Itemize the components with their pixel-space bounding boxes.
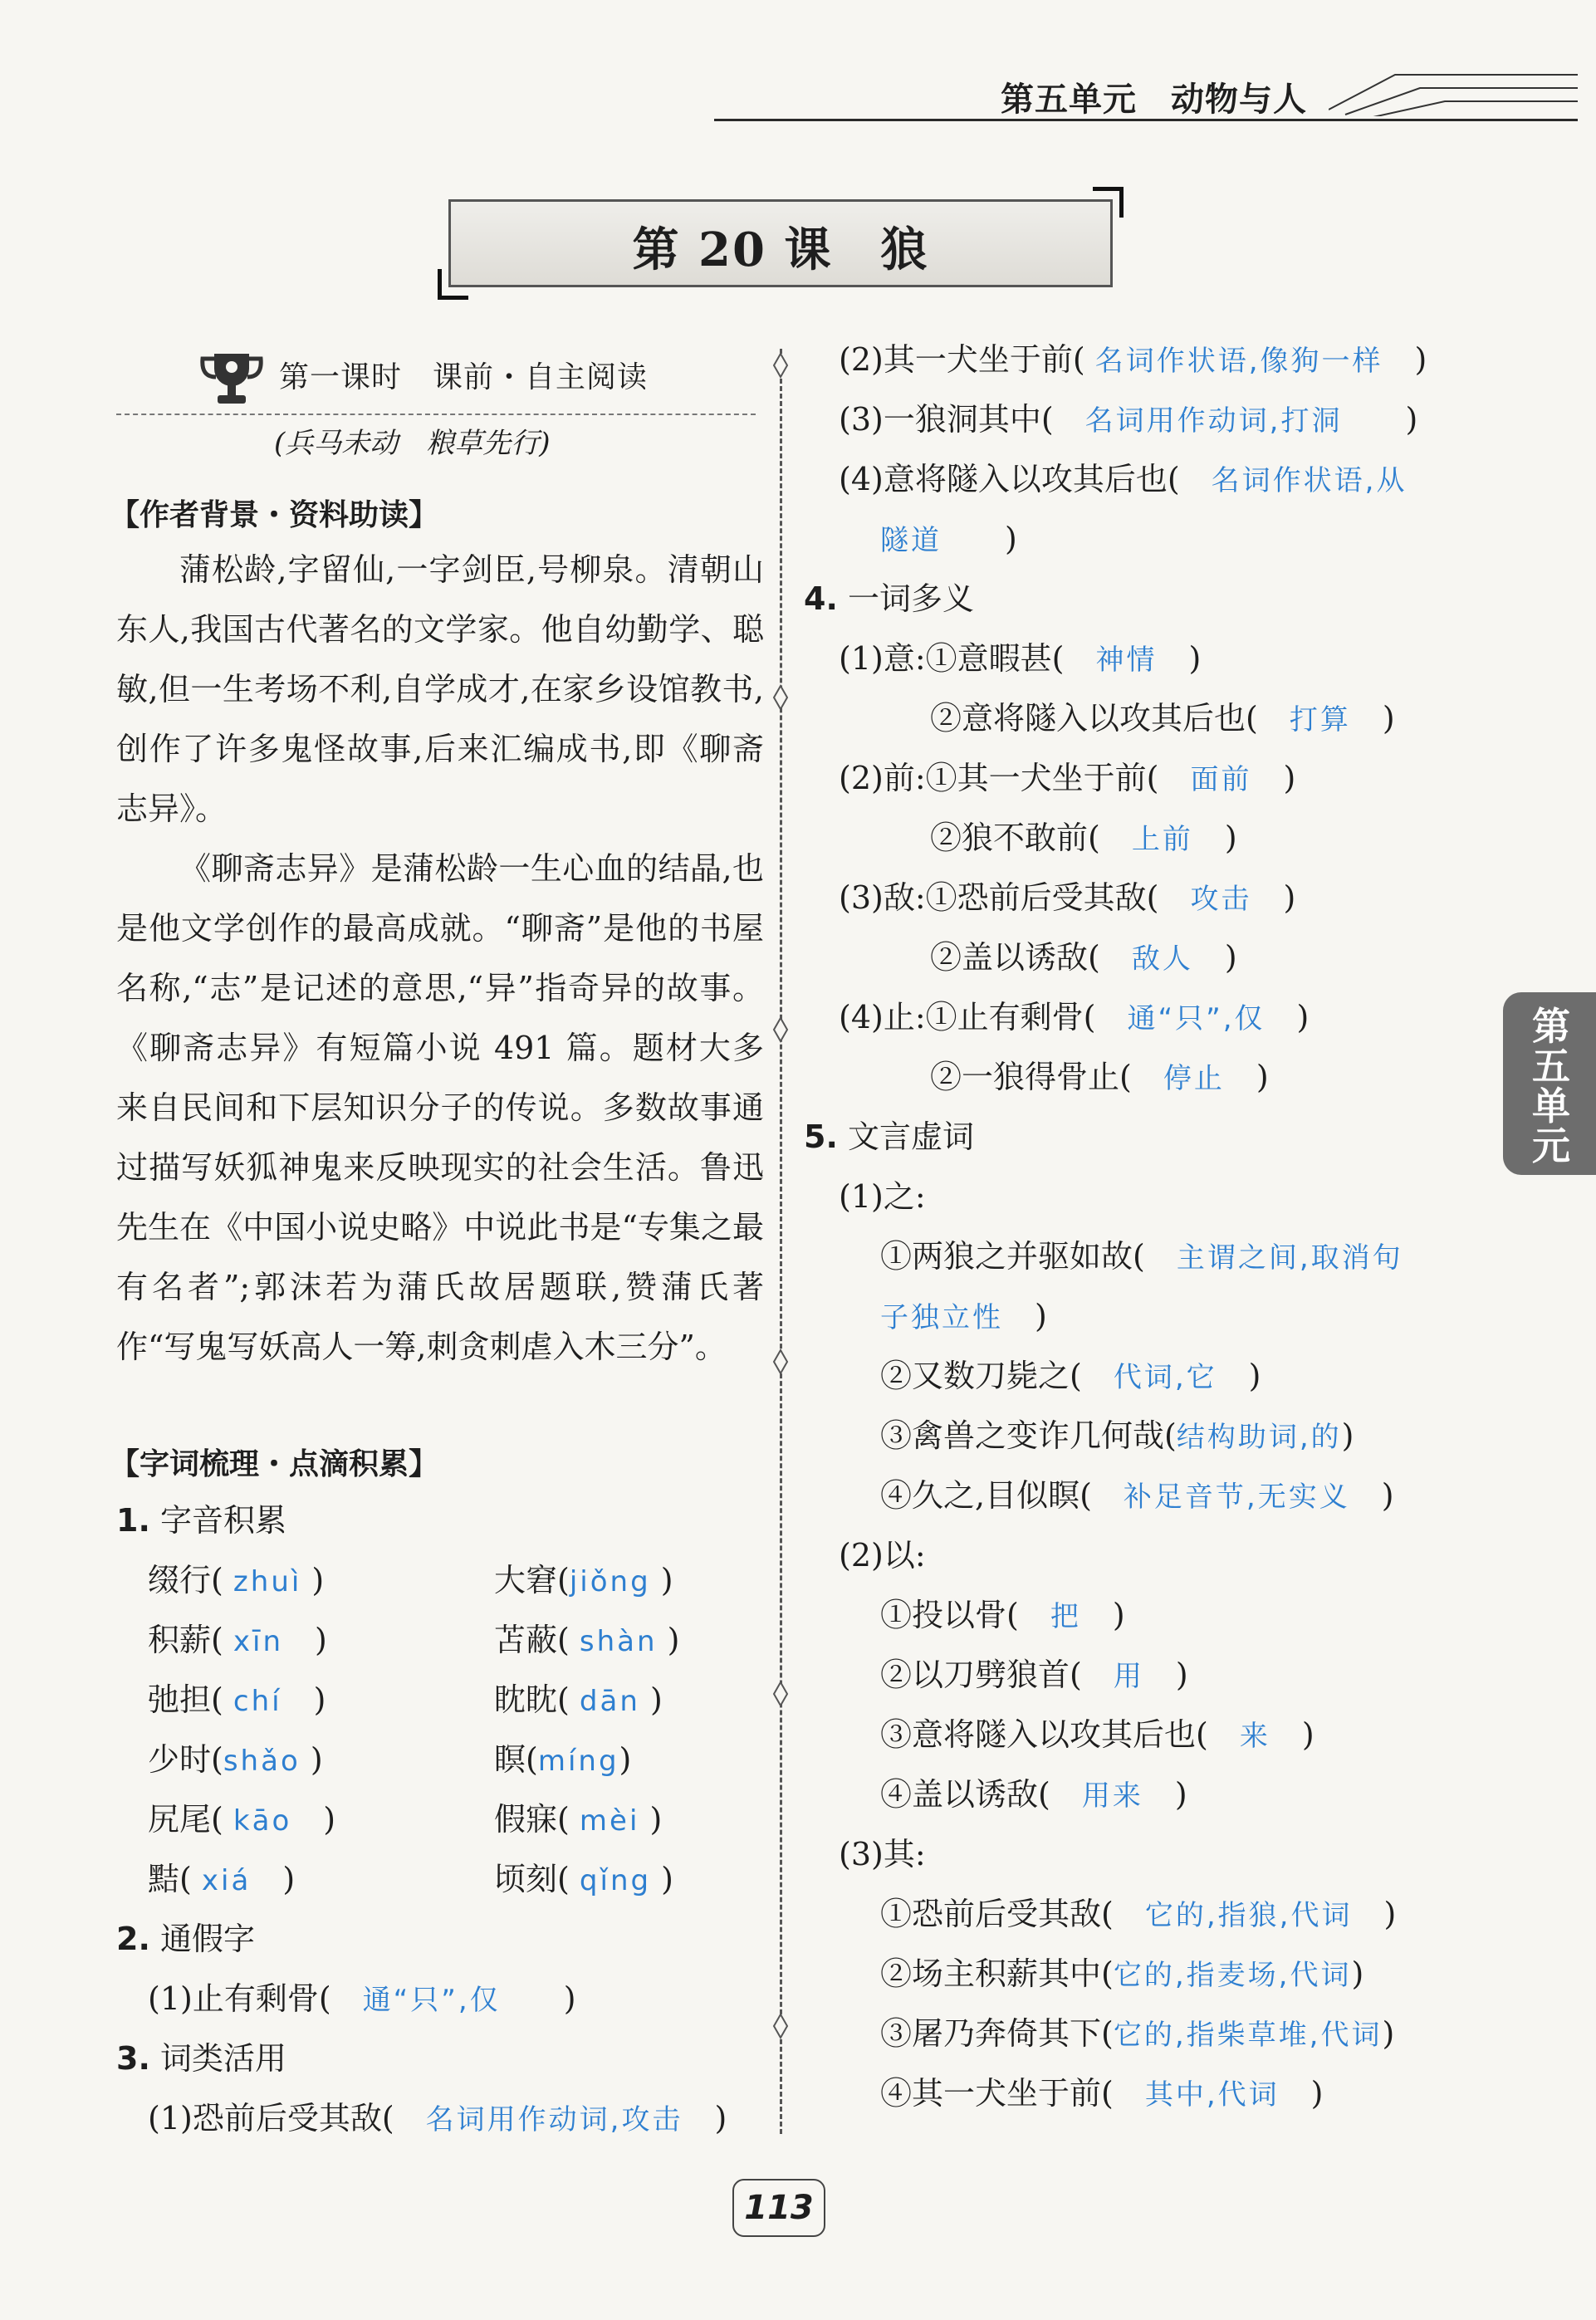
author-background-paragraph: 《聊斋志异》是蒲松龄一生心血的结晶,也是他文学创作的最高成就。“聊斋”是他的书屋名称,“志”是记述的意思,“异”指奇异的故事。《聊斋志异》有短篇小说 491 篇。题材大多来自民间和下层知识分子的传说。多数故事通过描写妖狐神鬼来反映现实的社会生活。鲁迅先生在《中国小说史略》中说此书是“专集之最有名者”;郭沫若为蒲氏故居题联,赞蒲氏著作“写鬼写妖高人一筹,刺贪刺虐入木三分”。	[116, 850, 764, 1365]
trophy-icon	[198, 349, 266, 409]
function-word-item: ③意将隧入以攻其后也( 来 )	[880, 1716, 1314, 1753]
function-word-label: (2)以:	[839, 1537, 926, 1574]
pinyin-item: 缀行( zhuì )	[148, 1562, 325, 1598]
answer-text: 神情	[1095, 644, 1158, 677]
answer-text: 其中,代词	[1144, 2078, 1280, 2112]
answer-text: 结构助词,的	[1176, 1421, 1342, 1454]
answer-text: 上前	[1131, 823, 1193, 856]
author-background-text	[116, 540, 764, 1377]
question-label: 词类活用	[159, 2040, 286, 2077]
answer-text: 用来	[1081, 1779, 1143, 1813]
word-class-item: (2)其一犬坐于前( 名词作状语,像狗一样 )	[839, 341, 1427, 378]
answer-text: 名词作状语,像狗一样	[1094, 345, 1383, 378]
answer-text: 名词用作动词,攻击	[425, 2103, 683, 2136]
question-number: 5.	[804, 1118, 838, 1155]
answer-text: 用	[1113, 1660, 1144, 1693]
answer-text: 通“只”,仅	[362, 1984, 501, 2017]
pinyin-item: 眈眈( dān )	[494, 1681, 663, 1718]
answer-text: zhuì	[233, 1565, 302, 1598]
function-word-item: ④盖以诱敌( 用来 )	[880, 1776, 1187, 1813]
answer-text: 它的,指柴草堆,代词	[1113, 2019, 1383, 2052]
question-label: 文言虚词	[847, 1118, 974, 1155]
answer-text: 来	[1239, 1720, 1270, 1753]
answer-text: chí	[233, 1685, 282, 1718]
function-word-label: (3)其:	[839, 1836, 926, 1872]
answer-text: 名词用作动词,打洞	[1084, 404, 1343, 438]
unit-theme: 动物与人	[1171, 81, 1307, 119]
polysemy-item: (3)敌:①恐前后受其敌( 攻击 )	[839, 879, 1296, 916]
pinyin-item: 弛担( chí )	[148, 1681, 326, 1718]
unit-label: 第五单元	[1001, 81, 1137, 119]
answer-text: 主谓之间,取消句	[1176, 1241, 1403, 1275]
pinyin-item: 黠( xiá )	[148, 1861, 296, 1897]
running-header	[1001, 73, 1307, 120]
answer-text: 代词,它	[1113, 1361, 1217, 1394]
lesson-title: 第 20 课 狼	[632, 223, 929, 277]
divider-diamonds-icon	[771, 349, 791, 2134]
answer-text: 隧道	[880, 524, 942, 557]
function-word-item: ④久之,目似瞑( 补足音节,无实义 )	[880, 1477, 1394, 1514]
tongjia-item: (1)止有剩骨( 通“只”,仅 )	[148, 1980, 576, 2017]
vocab-heading: 【字词梳理・点滴积累】	[110, 1447, 439, 1481]
pinyin-item: 假寐( mèi )	[494, 1801, 663, 1838]
unit-side-tab-label: 第五单元	[1532, 1004, 1570, 1168]
function-word-label: (1)之:	[839, 1178, 926, 1215]
pinyin-item: 尻尾( kāo )	[148, 1801, 336, 1838]
question-1	[116, 1500, 286, 1541]
word-class-item: (1)恐前后受其敌( 名词用作动词,攻击 )	[148, 2100, 727, 2136]
question-number: 4.	[804, 580, 838, 617]
author-background-heading: 【作者背景・资料助读】	[110, 498, 439, 532]
word-class-item: (3)一狼洞其中( 名词用作动词,打洞 )	[839, 401, 1418, 438]
answer-text: qǐng	[579, 1864, 652, 1897]
answer-text: xiá	[201, 1864, 252, 1897]
answer-text: shàn	[579, 1625, 658, 1658]
function-word-item: ③禽兽之变诈几何哉(结构助词,的)	[880, 1417, 1354, 1454]
question-2	[116, 1918, 255, 1960]
polysemy-item: ②意将隧入以攻其后也( 打算 )	[930, 700, 1395, 737]
page-number-box	[732, 2179, 825, 2237]
lesson-title-box	[448, 199, 1113, 287]
question-number: 2.	[116, 1921, 150, 1957]
answer-text: mèi	[579, 1804, 640, 1838]
question-3	[116, 2038, 286, 2079]
section-motto: (兵马未动 粮草先行)	[274, 427, 551, 460]
pinyin-item: 大窘(jiǒng )	[494, 1562, 673, 1598]
pinyin-item: 积薪( xīn )	[148, 1622, 327, 1658]
polysemy-item: ②盖以诱敌( 敌人 )	[930, 939, 1237, 976]
answer-text: 面前	[1190, 763, 1252, 796]
answer-text: shǎo	[223, 1745, 301, 1778]
question-label: 一词多义	[847, 580, 974, 617]
function-word-item-continued: 子独立性 )	[880, 1298, 1047, 1334]
function-word-item: ①两狼之并驱如故( 主谓之间,取消句	[880, 1238, 1403, 1275]
answer-text: míng	[537, 1745, 619, 1778]
answer-text: 把	[1050, 1600, 1081, 1633]
answer-text: 打算	[1289, 703, 1351, 737]
polysemy-item: ②狼不敢前( 上前 )	[930, 820, 1237, 856]
function-word-item: ②以刀劈狼首( 用 )	[880, 1657, 1188, 1693]
answer-text: 子独立性	[880, 1301, 1003, 1334]
answer-text: 补足音节,无实义	[1123, 1481, 1350, 1514]
answer-text: 它的,指麦场,代词	[1113, 1959, 1352, 1992]
section-heading: 第一课时 课前・自主阅读	[279, 360, 649, 394]
function-word-item: ①投以骨( 把 )	[880, 1597, 1125, 1633]
answer-text: 通“只”,仅	[1127, 1002, 1266, 1035]
polysemy-item: (4)止:①止有剩骨( 通“只”,仅 )	[839, 999, 1310, 1035]
answer-text: xīn	[233, 1625, 284, 1658]
answer-text: 停止	[1163, 1062, 1225, 1095]
function-word-item: ③屠乃奔倚其下(它的,指柴草堆,代词)	[880, 2015, 1395, 2052]
polysemy-item: (2)前:①其一犬坐于前( 面前 )	[839, 760, 1296, 796]
polysemy-item: (1)意:①意暇甚( 神情 )	[839, 640, 1202, 677]
pinyin-item: 苫蔽( shàn )	[494, 1622, 680, 1658]
question-number: 3.	[116, 2040, 150, 2077]
function-word-item: ①恐前后受其敌( 它的,指狼,代词 )	[880, 1896, 1397, 1932]
answer-text: 它的,指狼,代词	[1144, 1899, 1353, 1932]
function-word-item: ④其一犬坐于前( 其中,代词 )	[880, 2075, 1324, 2112]
section-rule	[116, 414, 756, 415]
question-4	[804, 578, 974, 619]
answer-text: dān	[579, 1685, 640, 1718]
header-decoration-icon	[1329, 58, 1578, 116]
answer-text: kāo	[233, 1804, 292, 1838]
function-word-item: ②场主积薪其中(它的,指麦场,代词)	[880, 1955, 1364, 1992]
answer-text: 攻击	[1190, 883, 1252, 916]
answer-text: 敌人	[1131, 942, 1193, 976]
question-label: 字音积累	[159, 1502, 286, 1539]
function-word-item: ②又数刀毙之( 代词,它 )	[880, 1358, 1261, 1394]
pinyin-item: 少时(shǎo )	[148, 1741, 323, 1778]
answer-text: 名词作状语,从	[1211, 464, 1408, 497]
question-label: 通假字	[159, 1921, 255, 1957]
author-background-paragraph: 蒲松龄,字留仙,一字剑臣,号柳泉。清朝山东人,我国古代著名的文学家。他自幼勤学、聪敏,但一生考场不利,自学成才,在家乡设馆教书,创作了许多鬼怪故事,后来汇编成书,即《聊斋志异》。	[116, 551, 764, 827]
polysemy-item: ②一狼得骨止( 停止 )	[930, 1059, 1269, 1095]
pinyin-item: 顷刻( qǐng )	[494, 1861, 673, 1897]
word-class-item-continued: 隧道 )	[880, 521, 1017, 557]
question-number: 1.	[116, 1502, 150, 1539]
word-class-item: (4)意将隧入以攻其后也( 名词作状语,从	[839, 461, 1408, 497]
question-5	[804, 1116, 974, 1158]
page-number: 113	[744, 2189, 814, 2227]
pinyin-item: 瞑(míng)	[494, 1741, 632, 1778]
answer-text: jiǒng	[569, 1565, 651, 1598]
